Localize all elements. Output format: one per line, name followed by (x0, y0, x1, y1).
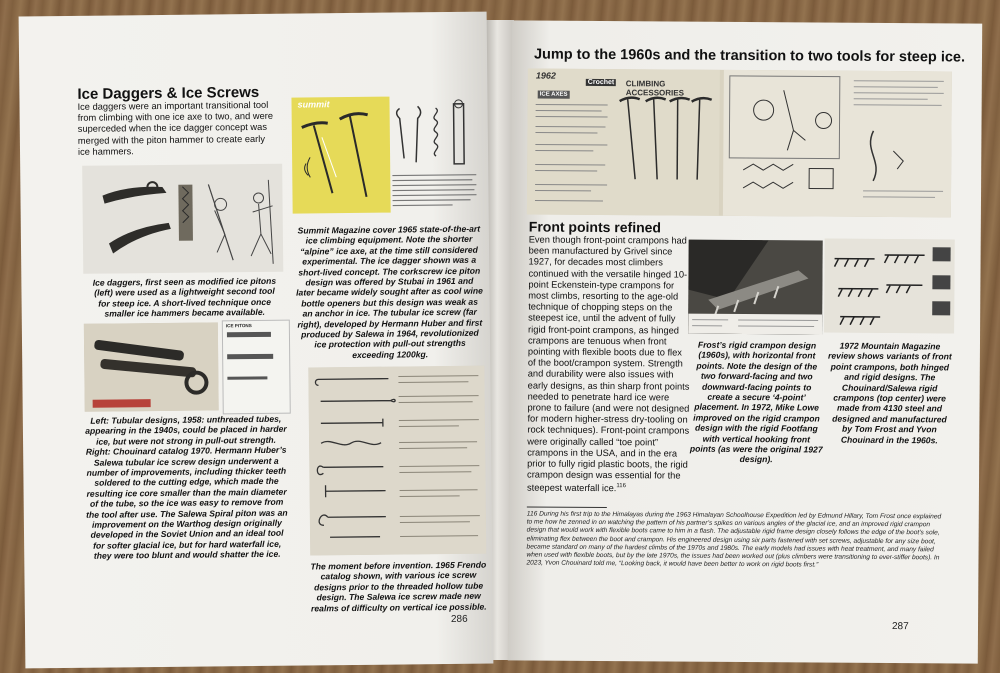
left-page-intro: Ice daggers were an important transitional tool from climbing with one ice axe to two, and were superceded when the ice dagger concept was merged with the piton hammer to create early ice hammers. (77, 99, 274, 157)
right-page-number: 287 (891, 621, 909, 633)
tubular-ice-screws-photo (84, 322, 219, 411)
1962-climbing-accessories-catalog (527, 68, 952, 217)
section-title-front-points: Front points refined (528, 218, 662, 236)
footnote-reference: 116 (616, 483, 626, 490)
frost-crampon-photo (688, 240, 823, 335)
summit-text-block (392, 172, 478, 213)
summit-wordmark: summit (297, 99, 330, 110)
ice-piton-sketches (391, 98, 476, 171)
left-page-number: 286 (450, 613, 468, 625)
caption-tubular-designs: Left: Tubular designs, 1958: unthreaded tubes, appearing in the 1940s, could be placed in harder ice, but were not strong in pull-out strength. Right: Chouinard catalog 1970. Hermann Huber’s Salewa tubular ice screw design underwent a number of improvements, including thicker teeth soldered to the cutting edge, which made the resulting ice core smaller than the main diameter of the tube, so the ice was easy to remove from the tool after use. The Salewa Spiral piton was an improvement on the Warthog design originally developed in the Soviet Union and an ideal tool for softer glacial ice, but for hard waterfall ice, they were too blunt and would shatter the ice. (85, 413, 288, 561)
right-page (508, 20, 982, 663)
1972-mountain-magazine-crampons (824, 239, 955, 334)
catalog-title: CLIMBING ACCESSORIES (625, 79, 685, 98)
chouinard-catalog-page (222, 320, 291, 415)
footnote-divider (527, 506, 607, 508)
caption-ice-daggers: Ice daggers, first seen as modified ice pitons (left) were used as a lightweight second tool for steep ice. A short-lived technique once smaller ice hammers became available. (92, 275, 277, 319)
frendo-catalog-page (308, 366, 486, 556)
left-page (19, 12, 494, 669)
catalog-brand: Crochet (587, 78, 615, 87)
section-body-front-points (527, 234, 693, 495)
catalog-section-label: ICE AXES (538, 91, 570, 99)
section-body-text: Even though front-point crampons had been manufactured by Grivel since 1927, for decades most climbers continued with the versatile hinged 10-point Eckenstein-type crampons for most climbs, resorting to the age-old technique of chopping steps on the steepest ice, until the advent of fully rigid front-point crampons, as hinged crampons are tenuous when front pointing with flexible boots due to flex of the boot/crampon system. Strength and durability were also issues with early designs, as thin sharp front points needed to penetrate hard ice were prone to failure (and were not designed for modern higher-stress dry-tooling on rock techniques). Front-point crampons were originally called “toe point” crampons in the USA, and in the era prior to fully rigid plastic boots, the rigid crampon design was essential for the steepest waterfall ice. (526, 234, 690, 494)
catalog-heading: ICE PITONS (225, 323, 252, 329)
caption-frost-crampon: Frost’s rigid crampon design (1960s), with horizontal front points. Note the design of the two forward-facing and two downward-facing points to create a secure ‘4-point’ placement. In 1972, Mike Lowe improved on the rigid crampon design with the rigid Footfang with vertical hooking front points (as were the original 1927 design). (689, 339, 823, 465)
catalog-year: 1962 (535, 70, 556, 81)
caption-summit-magazine: Summit Magazine cover 1965 state-of-the-art ice climbing equipment. Note the shorter “alpine” ice axe, at the time still considered experimental. The ice dagger shown was a short-lived concept. The corkscrew ice piton design was offered by Stubai in 1961 and later became widely sought after as cool wine bottle openers but this design was weak as an anchor in ice. The tubular ice screw (far right), developed by Hermann Huber and first produced by Salewa in 1964, revolutionized ice protection with pull-out strengths exceeding 1200kg. (296, 223, 483, 360)
ice-daggers-photo (82, 164, 283, 274)
caption-1972-mountain-magazine: 1972 Mountain Magazine review shows variants of front point crampons, both hinged and rigid designs. The Chouinard/Salewa rigid crampons (top center) were made from 4130 steel and designed and manufactured by Tom Frost and Yvon Chouinard in the 1960s. (828, 340, 952, 446)
caption-frendo-catalog: The moment before invention. 1965 Frendo catalog shown, with various ice screw designs prior to the threaded hollow tube design. The Salewa ice screw made new realms of difficulty on vertical ice possible. (310, 559, 487, 614)
footnote-116: 116 During his first trip to the Himalayas during the 1963 Himalayan Schoolhouse Expedition led by Edmund Hillary, Tom Frost once explained to me how he zenned in on watching the pattern of his partner’s spikes on various angles of the glacial ice, and an improved rigid crampon design that would work with flexible boots came to him in a flash. The adjustable rigid frame design closely follows the edge of the boot’s sole, eliminating flex between the boot and crampon. His engineered design using six parts fastened with set screws, adjustable for any size boot, became standard on many of the hardest climbs of the 1970s and 1980s. The early models had issues with heat treatment, and many failed when used with flexible boots, but by the late 1970s, the issues had been worked out (plus climbers were transitioning to ever-stiffer boots). In 2023, Yvon Chouinard told me, “Looking back, it would have been better to work on rigid boots first.” (526, 510, 942, 569)
left-page-title: Ice Daggers & Ice Screws (77, 83, 260, 103)
summit-magazine-cover (291, 97, 390, 214)
right-page-title: Jump to the 1960s and the transition to two tools for steep ice. (533, 46, 966, 66)
